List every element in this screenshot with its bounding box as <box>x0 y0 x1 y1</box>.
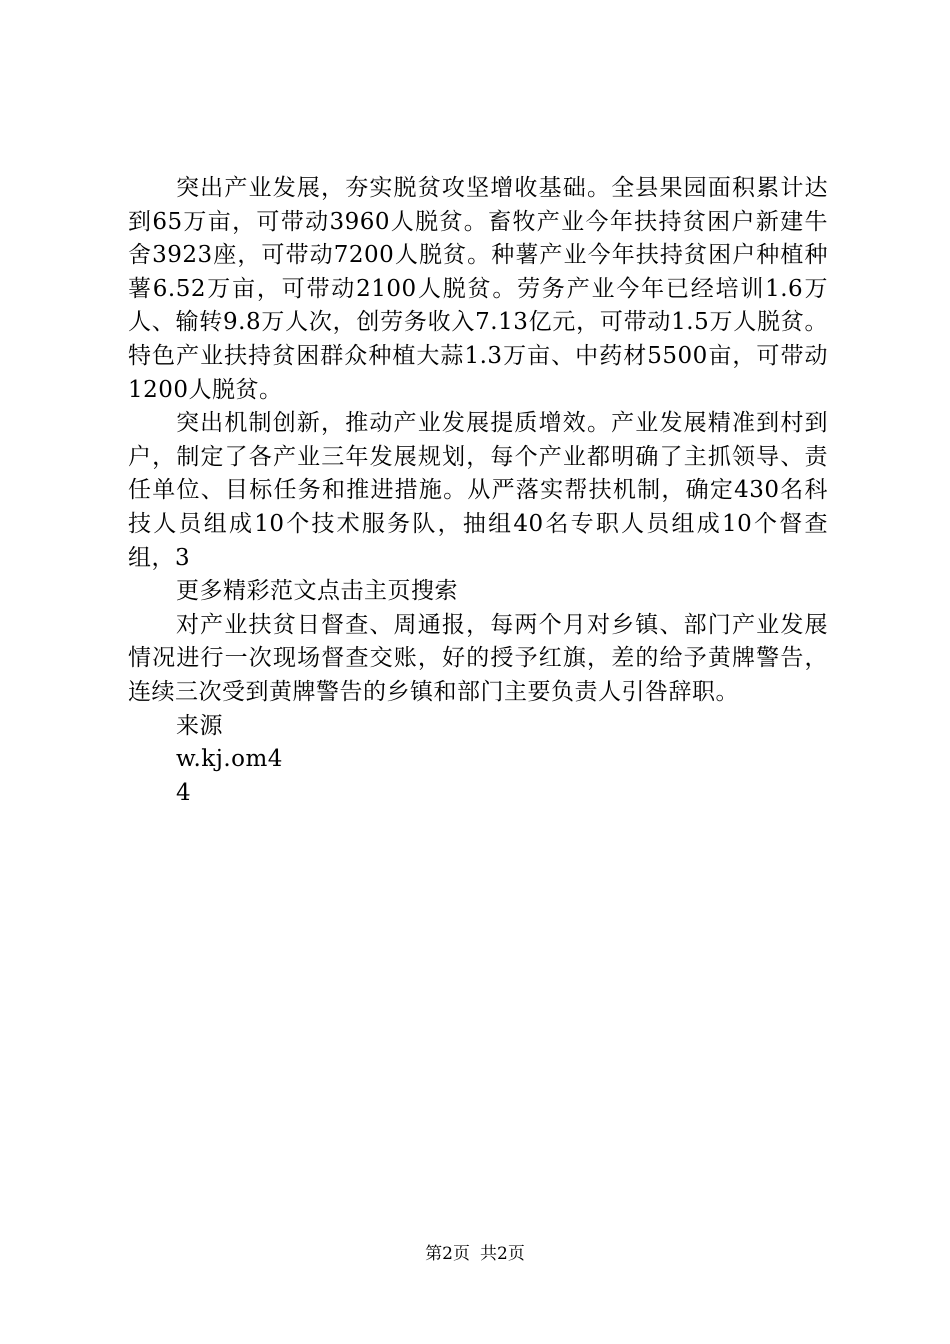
paragraph-supervision: 对产业扶贫日督查、周通报，每两个月对乡镇、部门产业发展情况进行一次现场督查交账，好的授予红旗，差的给予黄牌警告，连续三次受到黄牌警告的乡镇和部门主要负责人引咎辞职。 <box>128 611 828 705</box>
page-footer <box>0 1243 950 1265</box>
source-url-fragment: w.kj.om4 <box>176 746 283 773</box>
paragraph-more-essays-link: 更多精彩范文点击主页搜索 <box>176 578 458 605</box>
paragraph-mechanism-innovation: 突出机制创新，推动产业发展提质增效。产业发展精准到村到户，制定了各产业三年发展规划，每个产业都明确了主抓领导、责任单位、目标任务和推进措施。从严落实帮扶机制，确定430名科技人员组成10个技术服务队，抽组40名专职人员组成10个督查组，3 <box>128 410 828 571</box>
trailing-number: 4 <box>176 779 192 806</box>
page-number-current: 第2页 <box>425 1244 470 1264</box>
source-label: 来源 <box>176 712 223 739</box>
paragraph-industry-development: 突出产业发展，夯实脱贫攻坚增收基础。全县果园面积累计达到65万亩，可带动3960人脱贫。畜牧产业今年扶持贫困户新建牛舍3923座，可带动7200人脱贫。种薯产业今年扶持贫困户种植种薯6.52万亩，可带动2100人脱贫。劳务产业今年已经培训1.6万人、输转9.8万人次，创劳务收入7.13亿元，可带动1.5万人脱贫。特色产业扶持贫困群众种植大蒜1.3万亩、中药材5500亩，可带动1200人脱贫。 <box>128 175 828 403</box>
page-number-total: 共2页 <box>480 1244 525 1264</box>
document-body <box>128 172 828 810</box>
